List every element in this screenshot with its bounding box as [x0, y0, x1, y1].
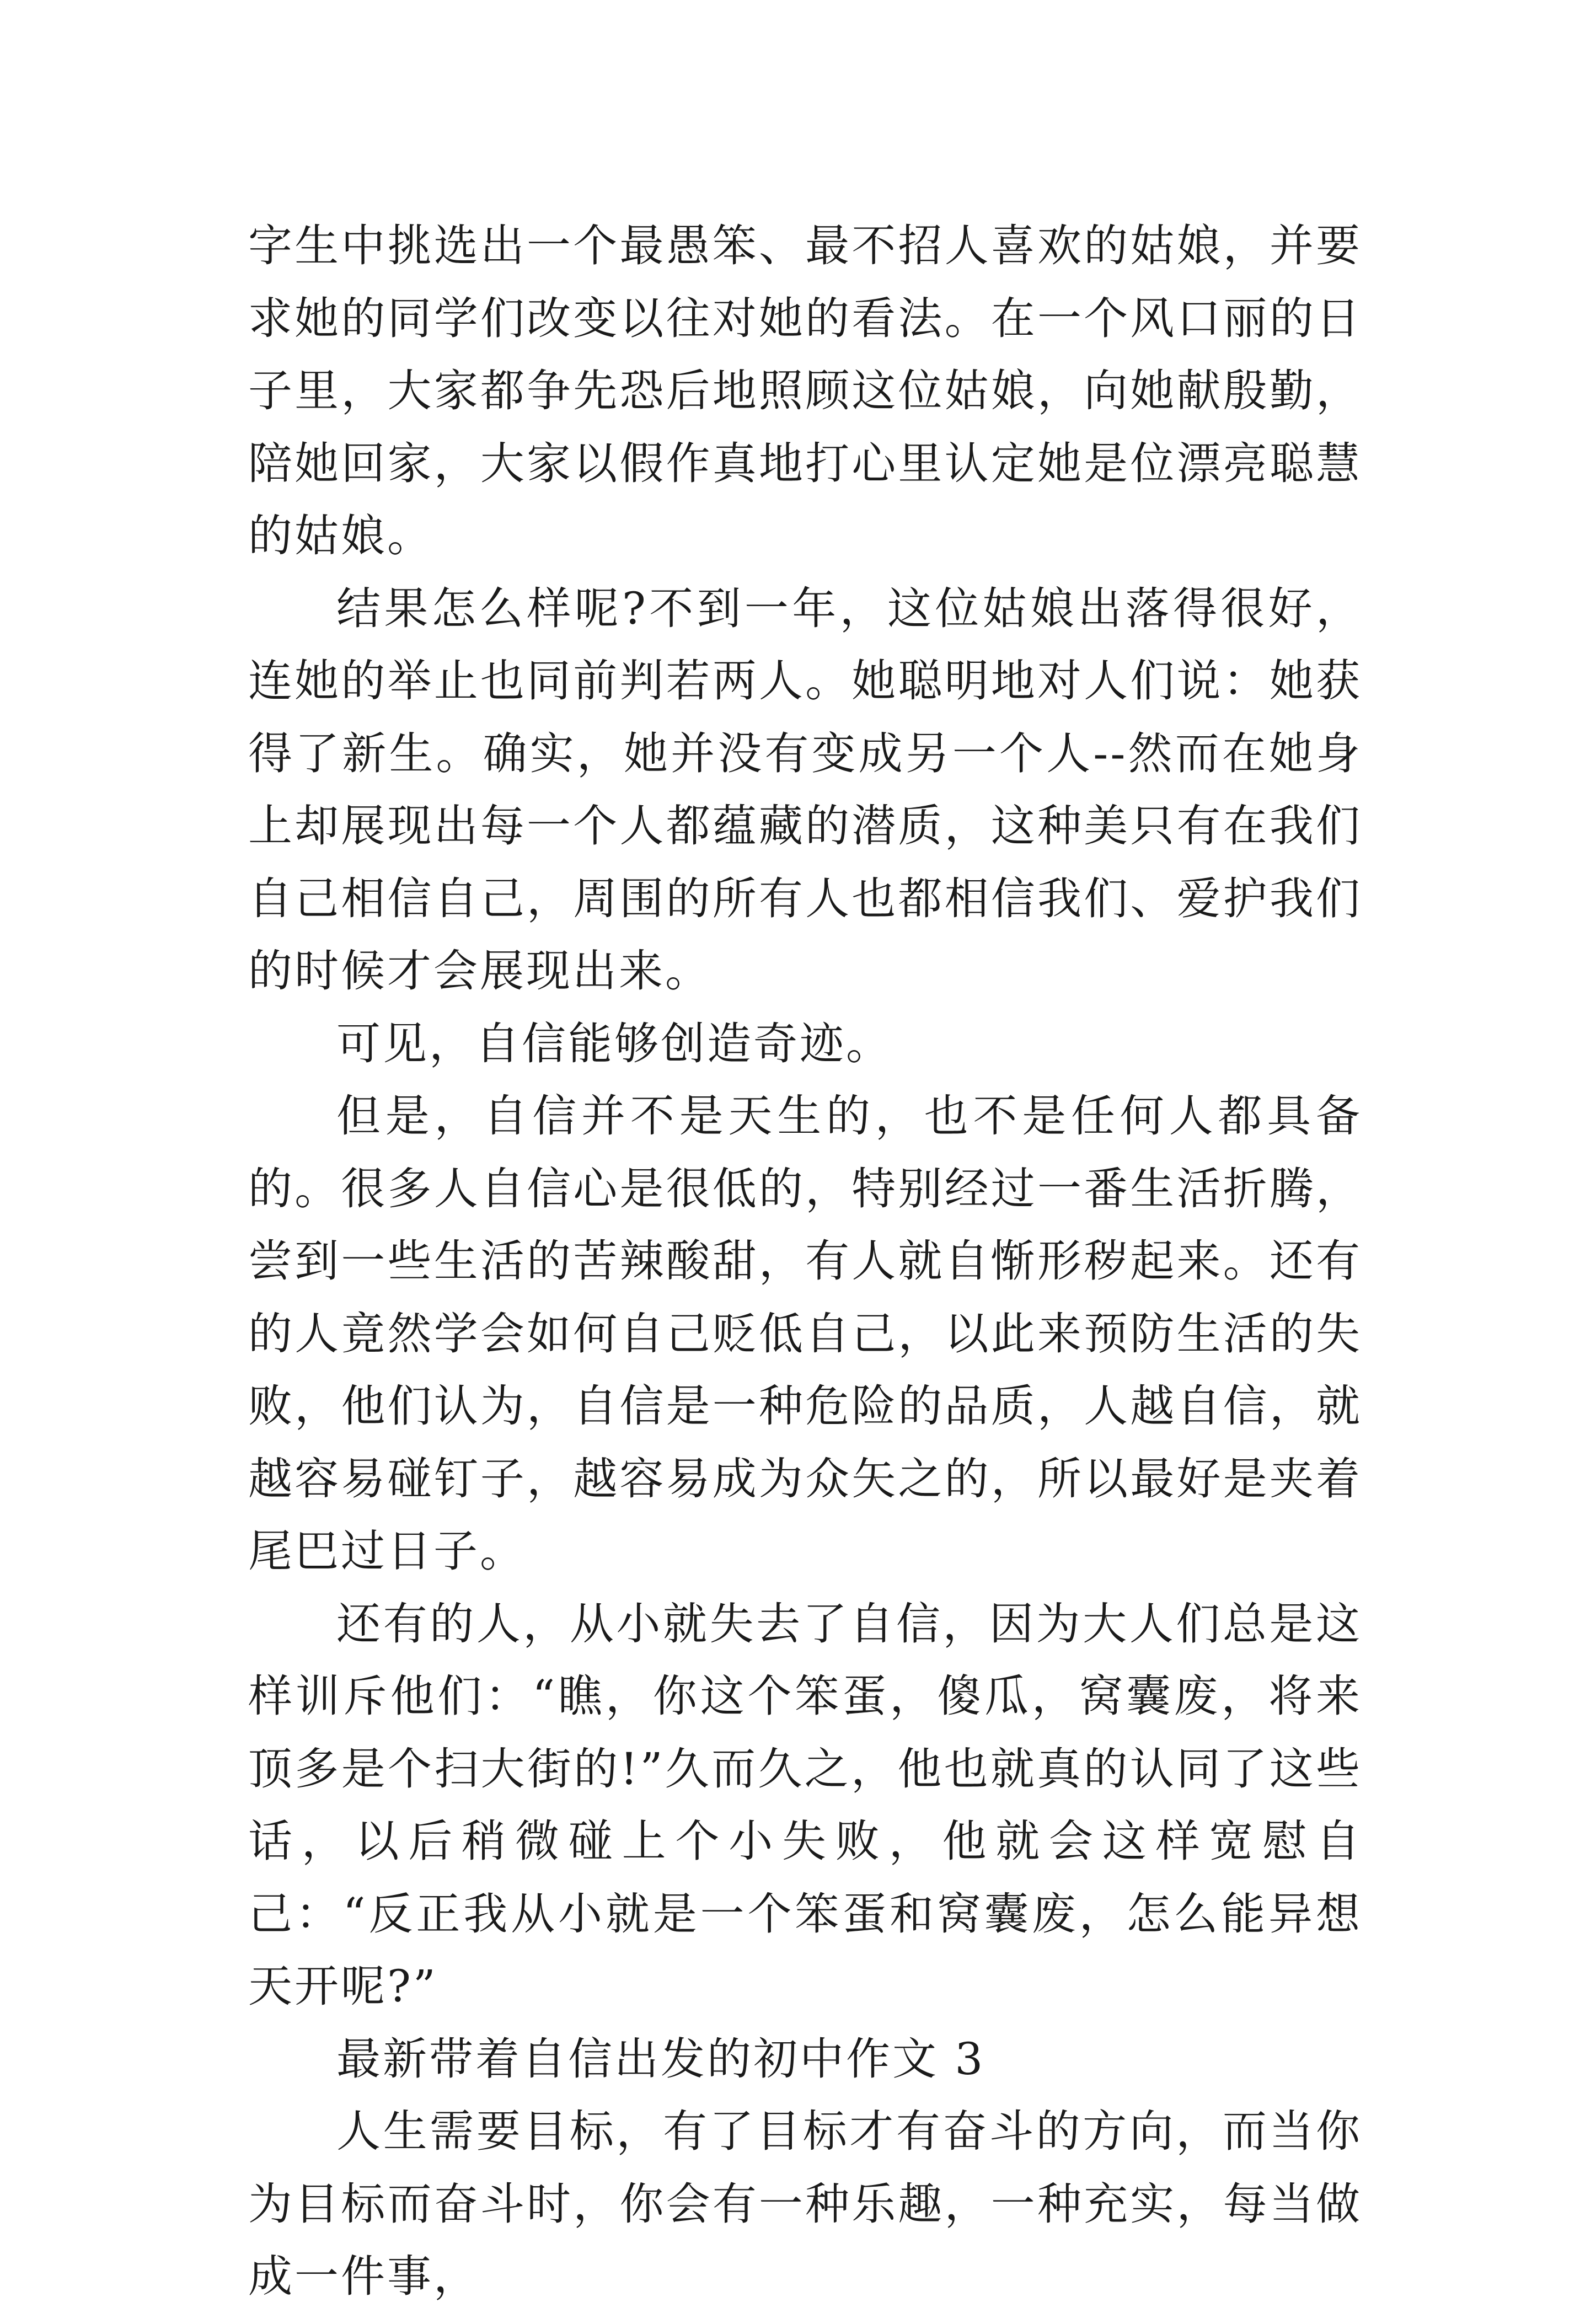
paragraph-confidence-not-innate: 但是，自信并不是天生的，也不是任何人都具备的。很多人自信心是很低的，特别经过一番生活折腾，尝到一些生活的苦辣酸甜，有人就自惭形秽起来。还有的人竟然学会如何自己贬低自己，以此来预防生活的失败，他们认为，自信是一种危险的品质，人越自信，就越容易碰钉子，越容易成为众矢之的，所以最好是夹着尾巴过日子。 [248, 1090, 1362, 1577]
essay-heading: 最新带着自信出发的初中作文 3 [336, 2033, 986, 2085]
paragraph-result: 结果怎么样呢?不到一年，这位姑娘出落得很好，连她的举止也同前判若两人。她聪明地对人们说：她获得了新生。确实，她并没有变成另一个人--然而在她身上却展现出每一个人都蕴藏的潜质，这种美只有在我们自己相信自己，周围的所有人也都相信我们、爱护我们的时候才会展现出来。 [248, 582, 1362, 997]
paragraph-childhood: 还有的人，从小就失去了自信，因为大人们总是这样训斥他们：“瞧，你这个笨蛋，傻瓜，窝囊废，将来顶多是个扫大街的!”久而久之，他也就真的认同了这些话，以后稍微碰上个小失败，他就会这样宽慰自己：“反正我从小就是一个笨蛋和窝囊废，怎么能异想天开呢?” [248, 1598, 1362, 2012]
essay-body [248, 210, 1362, 2313]
paragraph-life-goals: 人生需要目标，有了目标才有奋斗的方向，而当你为目标而奋斗时，你会有一种乐趣，一种充实，每当做成一件事， [248, 2106, 1362, 2302]
paragraph-conclusion: 可见，自信能够创造奇迹。 [336, 1018, 892, 1069]
paragraph-continuation: 字生中挑选出一个最愚笨、最不招人喜欢的姑娘，并要求她的同学们改变以往对她的看法。在一个风口丽的日子里，大家都争先恐后地照顾这位姑娘，向她献殷勤，陪她回家，大家以假作真地打心里认定她是位漂亮聪慧的姑娘。 [248, 220, 1362, 561]
